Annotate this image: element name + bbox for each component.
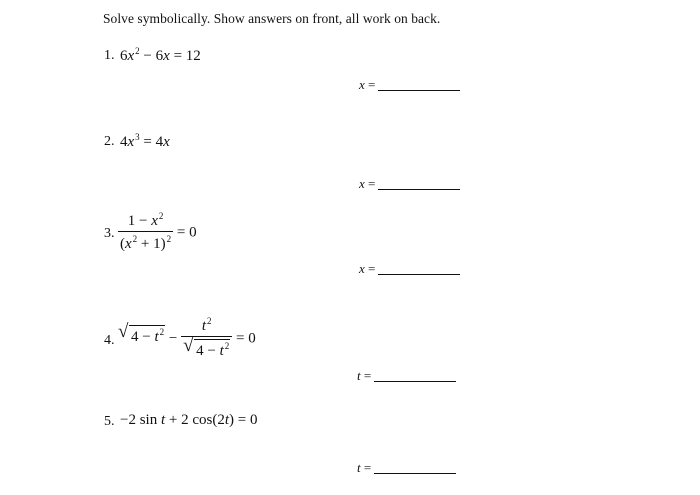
problem-2-equation: $4x^3 = 4x$ <box>120 132 170 150</box>
problem-1-answer-blank[interactable]: x = <box>359 77 460 93</box>
problem-2-number: 2. <box>104 134 115 149</box>
problem-5-answer-blank[interactable]: t = <box>357 460 456 476</box>
problem-4-equation: √ $4 - t^2$ − $t^2$ √ $4 - t^2$ = 0 <box>118 316 256 359</box>
problem-2-answer-blank[interactable]: x = <box>359 176 460 192</box>
problem-3-answer-blank[interactable]: x = <box>359 261 460 277</box>
problem-4-number: 4. <box>104 333 115 348</box>
problem-1-equation: $6x^2 - 6x = 12$ <box>120 46 201 64</box>
problem-4-answer-blank[interactable]: t = <box>357 368 456 384</box>
problem-3-number: 3. <box>104 226 115 241</box>
instructions-text: Solve symbolically. Show answers on front, all work on back. <box>103 11 441 26</box>
problem-5-number: 5. <box>104 414 115 429</box>
problem-1-number: 1. <box>104 48 115 63</box>
problem-3-equation: $\frac{1 - x^2}{(x^2 + 1)^2}$ = 0 <box>120 211 197 252</box>
problem-5-equation: −2 sin t + 2 cos(2t) = 0 <box>120 412 258 428</box>
